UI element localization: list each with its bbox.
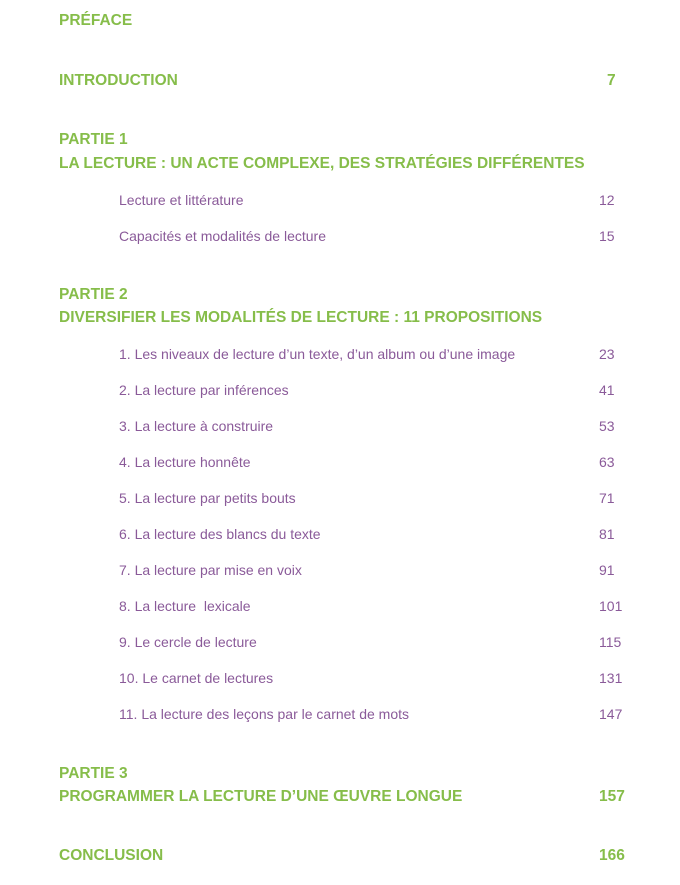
- toc-entry-page: 53: [599, 418, 615, 434]
- toc-entry-title: Capacités et modalités de lecture: [119, 228, 326, 244]
- toc-entry-page: 12: [599, 192, 615, 208]
- toc-entry-title: 3. La lecture à construire: [119, 418, 274, 434]
- part2-label: PARTIE 2: [59, 286, 128, 303]
- introduction-page-number: 7: [607, 72, 616, 89]
- toc-entry-page: 23: [599, 346, 615, 362]
- toc-entry-page: 115: [599, 634, 622, 650]
- toc-entry-title: Lecture et littérature: [119, 192, 244, 208]
- toc-entry-page: 71: [599, 490, 615, 506]
- toc-entry-page: 63: [599, 454, 615, 470]
- toc-entry-title: 7. La lecture par mise en voix: [119, 562, 302, 578]
- toc-entry-title: 5. La lecture par petits bouts: [119, 490, 296, 506]
- toc-entry-title: 10. Le carnet de lectures: [119, 670, 274, 686]
- toc-entry-title: 2. La lecture par inférences: [119, 382, 289, 398]
- part3-label: PARTIE 3: [59, 765, 128, 782]
- toc-entry-page: 81: [599, 526, 615, 542]
- introduction-heading: INTRODUCTION: [59, 72, 178, 89]
- part2-title: DIVERSIFIER LES MODALITÉS DE LECTURE : 11 PROPOSITIONS: [59, 309, 543, 326]
- toc-entry-page: 91: [599, 562, 615, 578]
- toc-entry-title: 4. La lecture honnête: [119, 454, 251, 470]
- conclusion-heading: CONCLUSION: [59, 847, 164, 864]
- toc-entry-title: 9. Le cercle de lecture: [119, 634, 257, 650]
- toc-entry-page: 15: [599, 228, 615, 244]
- toc-entry-page: 147: [599, 706, 623, 722]
- part3-title: PROGRAMMER LA LECTURE D’UNE ŒUVRE LONGUE: [59, 788, 463, 805]
- toc-entry-title: 1. Les niveaux de lecture d’un texte, d’un album ou d’une image: [119, 346, 516, 362]
- toc-entry-title: 6. La lecture des blancs du texte: [119, 526, 321, 542]
- part3-page-number: 157: [599, 788, 625, 805]
- toc-entry-page: 41: [599, 382, 615, 398]
- conclusion-page-number: 166: [599, 847, 625, 864]
- toc-entry-page: 101: [599, 598, 623, 614]
- part1-label: PARTIE 1: [59, 131, 128, 148]
- part1-title: LA LECTURE : UN ACTE COMPLEXE, DES STRATÉGIES DIFFÉRENTES: [59, 155, 585, 172]
- toc-entry-title: 11. La lecture des leçons par le carnet de mots: [119, 706, 410, 722]
- toc-entry-page: 131: [599, 670, 623, 686]
- toc-entry-title: 8. La lecture lexicale: [119, 598, 251, 614]
- preface-heading: PRÉFACE: [59, 12, 133, 29]
